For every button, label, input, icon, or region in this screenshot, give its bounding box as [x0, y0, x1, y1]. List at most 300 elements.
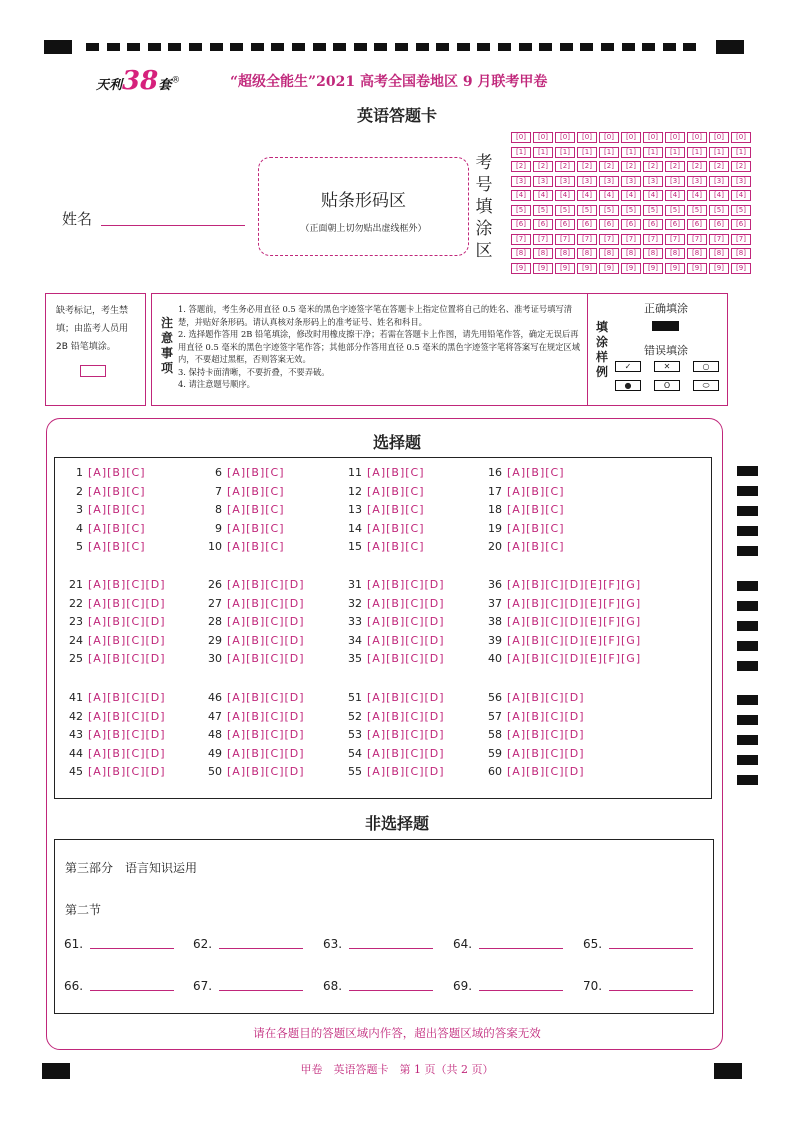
- choice-section-title: 选择题: [372, 433, 421, 452]
- question-number: 20: [488, 540, 502, 554]
- question-6: [198, 466, 285, 479]
- top-left-corner-mark: [44, 40, 72, 54]
- exam-number-cell[interactable]: [2]: [643, 161, 663, 172]
- exam-number-cell[interactable]: [8]: [665, 248, 685, 259]
- exam-number-cell[interactable]: [0]: [577, 132, 597, 143]
- exam-number-cell[interactable]: [4]: [621, 190, 641, 201]
- answer-options[interactable]: [A][B][C]: [367, 503, 425, 517]
- question-54: [338, 747, 445, 760]
- exam-number-cell[interactable]: [6]: [709, 219, 729, 230]
- side-timing-mark: [737, 641, 758, 651]
- exam-number-cell[interactable]: [7]: [621, 234, 641, 245]
- exam-number-cell[interactable]: [7]: [577, 234, 597, 245]
- exam-number-cell[interactable]: [5]: [577, 205, 597, 216]
- question-number: 24: [69, 633, 83, 647]
- exam-number-cell[interactable]: [7]: [665, 234, 685, 245]
- answer-options[interactable]: [A][B][C]: [227, 540, 285, 554]
- answer-options[interactable]: [A][B][C][D]: [227, 691, 305, 704]
- exam-number-cell[interactable]: [4]: [577, 190, 597, 201]
- answer-options[interactable]: [A][B][C]: [367, 466, 425, 479]
- exam-number-cell[interactable]: [4]: [643, 190, 663, 201]
- answer-options[interactable]: [A][B][C][D]: [507, 746, 585, 760]
- question-12: [338, 485, 425, 498]
- exam-number-cell[interactable]: [3]: [511, 176, 531, 187]
- name-input-line[interactable]: [101, 225, 245, 226]
- answer-options[interactable]: [A][B][C][D]: [227, 709, 305, 723]
- question-number: 1: [76, 466, 83, 479]
- exam-number-cell[interactable]: [3]: [599, 176, 619, 187]
- question-number: 27: [208, 596, 222, 610]
- side-timing-mark: [737, 755, 758, 765]
- answer-options[interactable]: [A][B][C][D][E][F][G]: [507, 652, 642, 666]
- exam-number-cell[interactable]: [1]: [643, 147, 663, 158]
- exam-number-cell[interactable]: [9]: [709, 263, 729, 274]
- timing-dash: [395, 43, 408, 51]
- exam-number-cell[interactable]: [7]: [643, 234, 663, 245]
- exam-number-cell[interactable]: [3]: [621, 176, 641, 187]
- question-number: 30: [208, 652, 222, 666]
- question-60: [478, 765, 585, 778]
- answer-options[interactable]: [A][B][C]: [367, 540, 425, 554]
- blank-line[interactable]: [349, 990, 433, 991]
- blank-number: 69.: [453, 979, 473, 993]
- exam-number-cell[interactable]: [9]: [687, 263, 707, 274]
- exam-number-cell[interactable]: [8]: [533, 248, 553, 259]
- wrong-fill-o: O: [654, 380, 680, 391]
- exam-number-cell[interactable]: [5]: [621, 205, 641, 216]
- exam-number-cell[interactable]: [9]: [731, 263, 751, 274]
- question-42: [59, 710, 166, 723]
- answer-options[interactable]: [A][B][C][D]: [507, 709, 585, 723]
- exam-number-cell[interactable]: [2]: [577, 161, 597, 172]
- question-number: 49: [208, 746, 222, 760]
- exam-number-cell[interactable]: [8]: [555, 248, 575, 259]
- question-50: [198, 765, 305, 778]
- answer-options[interactable]: [A][B][C]: [367, 484, 425, 498]
- exam-number-cell[interactable]: [2]: [555, 161, 575, 172]
- notes-divider: [587, 294, 588, 405]
- answer-options[interactable]: [A][B][C][D]: [507, 691, 585, 704]
- exam-number-cell[interactable]: [5]: [709, 205, 729, 216]
- exam-number-cell[interactable]: [1]: [665, 147, 685, 158]
- exam-number-cell[interactable]: [8]: [511, 248, 531, 259]
- answer-options[interactable]: [A][B][C][D]: [227, 728, 305, 742]
- answer-options[interactable]: [A][B][C][D]: [88, 615, 166, 629]
- answer-blank: [453, 937, 563, 951]
- answer-options[interactable]: [A][B][C][D]: [227, 633, 305, 647]
- exam-number-cell[interactable]: [1]: [621, 147, 641, 158]
- question-number: 37: [488, 596, 502, 610]
- blank-line[interactable]: [479, 990, 563, 991]
- brand-logo: [96, 66, 182, 98]
- answer-options[interactable]: [A][B][C][D]: [88, 765, 166, 779]
- exam-number-cell[interactable]: [3]: [577, 176, 597, 187]
- question-5: [59, 540, 146, 553]
- nonchoice-section-title: 非选择题: [364, 814, 429, 833]
- answer-options[interactable]: [A][B][C][D]: [227, 765, 305, 779]
- side-timing-mark: [737, 715, 758, 725]
- absent-mark-cell[interactable]: [80, 365, 106, 377]
- blank-number: 64.: [453, 937, 473, 951]
- question-43: [59, 728, 166, 741]
- exam-number-cell[interactable]: [1]: [511, 147, 531, 158]
- question-14: [338, 522, 425, 535]
- question-39: [478, 634, 641, 647]
- question-number: 59: [488, 746, 502, 760]
- answer-options[interactable]: [A][B][C][D]: [367, 578, 445, 591]
- exam-number-cell[interactable]: [8]: [687, 248, 707, 259]
- answer-options[interactable]: [A][B][C][D][E][F][G]: [507, 578, 642, 591]
- exam-number-cell[interactable]: [3]: [731, 176, 751, 187]
- exam-number-cell[interactable]: [9]: [511, 263, 531, 274]
- blank-line[interactable]: [90, 990, 174, 991]
- fill-example-heading-char: 例: [595, 365, 608, 379]
- exam-number-cell[interactable]: [0]: [511, 132, 531, 143]
- answer-blank: [193, 937, 303, 951]
- exam-number-cell[interactable]: [3]: [687, 176, 707, 187]
- exam-number-cell[interactable]: [2]: [709, 161, 729, 172]
- exam-number-cell[interactable]: [1]: [599, 147, 619, 158]
- answer-options[interactable]: [A][B][C]: [88, 503, 146, 517]
- exam-number-cell[interactable]: [3]: [555, 176, 575, 187]
- answer-options[interactable]: [A][B][C][D]: [367, 596, 445, 610]
- exam-number-cell[interactable]: [1]: [577, 147, 597, 158]
- question-47: [198, 710, 305, 723]
- timing-dash: [580, 43, 593, 51]
- timing-dash: [354, 43, 367, 51]
- timing-dash: [251, 43, 264, 51]
- exam-number-cell[interactable]: [2]: [621, 161, 641, 172]
- answer-options[interactable]: [A][B][C]: [507, 540, 565, 554]
- answer-options[interactable]: [A][B][C][D]: [88, 633, 166, 647]
- exam-number-cell[interactable]: [8]: [709, 248, 729, 259]
- question-number: 32: [348, 596, 362, 610]
- exam-number-cell[interactable]: [4]: [533, 190, 553, 201]
- exam-number-cell[interactable]: [9]: [533, 263, 553, 274]
- exam-number-cell[interactable]: [4]: [731, 190, 751, 201]
- exam-number-cell[interactable]: [7]: [709, 234, 729, 245]
- question-13: [338, 503, 425, 516]
- card-title: 英语答题卡: [356, 106, 437, 125]
- correct-fill-example: [652, 321, 679, 331]
- blank-line[interactable]: [90, 948, 174, 949]
- exam-number-cell[interactable]: [0]: [555, 132, 575, 143]
- side-timing-mark: [737, 601, 758, 611]
- exam-number-row: [511, 190, 753, 201]
- question-number: 38: [488, 615, 502, 629]
- exam-number-cell[interactable]: [3]: [709, 176, 729, 187]
- answer-options[interactable]: [A][B][C]: [367, 521, 425, 535]
- question-49: [198, 747, 305, 760]
- exam-number-cell[interactable]: [0]: [709, 132, 729, 143]
- exam-number-cell[interactable]: [5]: [599, 205, 619, 216]
- wrong-fill-dot: ●: [615, 380, 641, 391]
- answer-options[interactable]: [A][B][C]: [88, 540, 146, 554]
- answer-options[interactable]: [A][B][C]: [507, 503, 565, 517]
- exam-number-cell[interactable]: [5]: [511, 205, 531, 216]
- exam-number-cell[interactable]: [5]: [687, 205, 707, 216]
- answer-options[interactable]: [A][B][C]: [88, 521, 146, 535]
- exam-number-cell[interactable]: [0]: [533, 132, 553, 143]
- exam-number-cell[interactable]: [7]: [511, 234, 531, 245]
- answer-options[interactable]: [A][B][C][D]: [227, 615, 305, 629]
- exam-number-cell[interactable]: [0]: [731, 132, 751, 143]
- top-timing-marks: [44, 40, 744, 54]
- answer-blank: [453, 979, 563, 993]
- question-number: 46: [208, 691, 222, 704]
- question-number: 40: [488, 652, 502, 666]
- exam-number-cell[interactable]: [0]: [643, 132, 663, 143]
- exam-number-cell[interactable]: [0]: [599, 132, 619, 143]
- side-timing-mark: [737, 775, 758, 785]
- question-number: 52: [348, 709, 362, 723]
- wrong-fill-cross: ✕: [654, 361, 680, 372]
- answer-options[interactable]: [A][B][C]: [227, 503, 285, 517]
- timing-dash: [457, 43, 470, 51]
- blank-line[interactable]: [479, 948, 563, 949]
- exam-number-cell[interactable]: [8]: [643, 248, 663, 259]
- blank-number: 66.: [64, 979, 84, 993]
- answer-options[interactable]: [A][B][C][D]: [227, 578, 305, 591]
- answer-options[interactable]: [A][B][C][D][E][F][G]: [507, 633, 642, 647]
- exam-number-cell[interactable]: [3]: [665, 176, 685, 187]
- answer-options[interactable]: [A][B][C][D]: [88, 652, 166, 666]
- question-38: [478, 615, 641, 628]
- exam-number-row: [511, 147, 753, 158]
- question-20: [478, 540, 565, 553]
- exam-number-cell[interactable]: [9]: [599, 263, 619, 274]
- answer-options[interactable]: [A][B][C]: [507, 484, 565, 498]
- exam-number-cell[interactable]: [9]: [621, 263, 641, 274]
- question-number: 35: [348, 652, 362, 666]
- notes-list: [178, 303, 584, 391]
- exam-number-cell[interactable]: [5]: [731, 205, 751, 216]
- top-right-corner-mark: [716, 40, 744, 54]
- exam-number-cell[interactable]: [6]: [643, 219, 663, 230]
- question-9: [198, 522, 285, 535]
- exam-number-cell[interactable]: [2]: [511, 161, 531, 172]
- part-title: 第三部分 语言知识运用: [65, 861, 198, 875]
- answer-options[interactable]: [A][B][C][D]: [88, 709, 166, 723]
- answer-options[interactable]: [A][B][C]: [507, 521, 565, 535]
- exam-number-cell[interactable]: [1]: [533, 147, 553, 158]
- question-25: [59, 652, 166, 665]
- timing-dash: [271, 43, 284, 51]
- exam-number-cell[interactable]: [6]: [665, 219, 685, 230]
- answer-options[interactable]: [A][B][C][D]: [367, 728, 445, 742]
- question-number: 55: [348, 765, 362, 779]
- exam-number-cell[interactable]: [2]: [731, 161, 751, 172]
- answer-options[interactable]: [A][B][C][D]: [367, 615, 445, 629]
- answer-options[interactable]: [A][B][C][D]: [367, 633, 445, 647]
- exam-number-cell[interactable]: [8]: [577, 248, 597, 259]
- question-number: 8: [215, 503, 222, 517]
- exam-number-cell[interactable]: [7]: [555, 234, 575, 245]
- exam-number-cell[interactable]: [2]: [665, 161, 685, 172]
- wrong-fill-check: ✓: [615, 361, 641, 372]
- timing-dash: [210, 43, 223, 51]
- exam-number-row: [511, 248, 753, 259]
- exam-number-cell[interactable]: [6]: [511, 219, 531, 230]
- question-24: [59, 634, 166, 647]
- question-21: [59, 578, 166, 591]
- question-number: 31: [348, 578, 362, 591]
- exam-number-cell[interactable]: [6]: [577, 219, 597, 230]
- blank-line[interactable]: [609, 948, 693, 949]
- question-number: 6: [215, 466, 222, 479]
- exam-number-cell[interactable]: [9]: [555, 263, 575, 274]
- exam-number-cell[interactable]: [5]: [533, 205, 553, 216]
- blank-line[interactable]: [219, 948, 303, 949]
- exam-number-cell[interactable]: [3]: [643, 176, 663, 187]
- question-number: 12: [348, 484, 362, 498]
- exam-number-cell[interactable]: [2]: [599, 161, 619, 172]
- exam-number-cell[interactable]: [4]: [687, 190, 707, 201]
- question-number: 9: [215, 521, 222, 535]
- question-26: [198, 578, 305, 591]
- question-19: [478, 522, 565, 535]
- exam-number-cell[interactable]: [6]: [731, 219, 751, 230]
- timing-dash: [189, 43, 202, 51]
- exam-number-cell[interactable]: [9]: [577, 263, 597, 274]
- exam-number-cell[interactable]: [4]: [709, 190, 729, 201]
- timing-dash: [601, 43, 614, 51]
- logo-text-1: 天利: [96, 78, 123, 93]
- exam-number-cell[interactable]: [5]: [643, 205, 663, 216]
- exam-number-cell[interactable]: [5]: [555, 205, 575, 216]
- question-number: 41: [69, 691, 83, 704]
- exam-number-cell[interactable]: [2]: [687, 161, 707, 172]
- exam-number-cell[interactable]: [7]: [533, 234, 553, 245]
- question-number: 53: [348, 728, 362, 742]
- answer-options[interactable]: [A][B][C][D]: [88, 578, 166, 591]
- wrong-fill-circle: ○: [693, 361, 719, 372]
- exam-number-cell[interactable]: [6]: [533, 219, 553, 230]
- answer-options[interactable]: [A][B][C][D]: [367, 709, 445, 723]
- exam-number-cell[interactable]: [1]: [709, 147, 729, 158]
- page-footer: 甲卷 英语答题卡 第 1 页（共 2 页）: [300, 1063, 494, 1076]
- blank-number: 62.: [193, 937, 213, 951]
- exam-number-cell[interactable]: [1]: [687, 147, 707, 158]
- exam-number-cell[interactable]: [9]: [643, 263, 663, 274]
- exam-number-cell[interactable]: [2]: [533, 161, 553, 172]
- question-number: 28: [208, 615, 222, 629]
- answer-options[interactable]: [A][B][C][D]: [227, 596, 305, 610]
- exam-number-cell[interactable]: [1]: [731, 147, 751, 158]
- exam-number-cell[interactable]: [4]: [665, 190, 685, 201]
- answer-options[interactable]: [A][B][C][D]: [88, 728, 166, 742]
- answer-options[interactable]: [A][B][C][D]: [227, 746, 305, 760]
- exam-number-cell[interactable]: [9]: [665, 263, 685, 274]
- answer-options[interactable]: [A][B][C][D]: [88, 596, 166, 610]
- blank-line[interactable]: [349, 948, 433, 949]
- answer-options[interactable]: [A][B][C][D]: [507, 728, 585, 742]
- question-number: 39: [488, 633, 502, 647]
- exam-number-cell[interactable]: [0]: [665, 132, 685, 143]
- timing-dash: [683, 43, 696, 51]
- exam-number-cell[interactable]: [1]: [555, 147, 575, 158]
- answer-blank: [583, 979, 693, 993]
- answer-options[interactable]: [A][B][C][D]: [227, 652, 305, 666]
- exam-number-cell[interactable]: [7]: [599, 234, 619, 245]
- answer-options[interactable]: [A][B][C][D]: [367, 691, 445, 704]
- exam-number-cell[interactable]: [8]: [731, 248, 751, 259]
- exam-number-cell[interactable]: [5]: [665, 205, 685, 216]
- exam-number-cell[interactable]: [6]: [621, 219, 641, 230]
- question-59: [478, 747, 585, 760]
- question-number: 51: [348, 691, 362, 704]
- question-number: 23: [69, 615, 83, 629]
- question-17: [478, 485, 565, 498]
- answer-area-warning: 请在各题目的答题区域内作答，超出答题区域的答案无效: [253, 1026, 541, 1040]
- notes-item: 1. 答题前，考生务必用直径 0.5 毫米的黑色字迹签字笔在答题卡上指定位置将自己的姓名、准考证号填写清楚，并贴好条形码。请认真核对条形码上的准考证号、姓名和科目。: [178, 304, 573, 327]
- question-number: 3: [76, 503, 83, 517]
- answer-options[interactable]: [A][B][C][D]: [367, 652, 445, 666]
- question-55: [338, 765, 445, 778]
- fill-example-heading-char: 样: [595, 350, 608, 364]
- timing-dash: [148, 43, 161, 51]
- blank-number: 70.: [583, 979, 603, 993]
- answer-options[interactable]: [A][B][C][D]: [367, 746, 445, 760]
- exam-number-cell[interactable]: [0]: [687, 132, 707, 143]
- exam-number-cell[interactable]: [8]: [621, 248, 641, 259]
- exam-number-grid: [511, 132, 753, 277]
- answer-options[interactable]: [A][B][C]: [88, 466, 146, 479]
- question-35: [338, 652, 445, 665]
- exam-number-cell[interactable]: [4]: [599, 190, 619, 201]
- answer-options[interactable]: [A][B][C][D][E][F][G]: [507, 596, 642, 610]
- side-timing-mark: [737, 621, 758, 631]
- answer-options[interactable]: [A][B][C]: [507, 466, 565, 479]
- timing-dash: [333, 43, 346, 51]
- exam-number-cell[interactable]: [4]: [511, 190, 531, 201]
- question-37: [478, 597, 641, 610]
- answer-options[interactable]: [A][B][C]: [88, 484, 146, 498]
- notes-heading-char: 注: [160, 316, 173, 330]
- question-number: 10: [208, 540, 222, 554]
- question-57: [478, 710, 585, 723]
- exam-number-cell[interactable]: [6]: [599, 219, 619, 230]
- blank-line[interactable]: [219, 990, 303, 991]
- question-number: 17: [488, 484, 502, 498]
- answer-options[interactable]: [A][B][C]: [227, 521, 285, 535]
- exam-number-cell[interactable]: [4]: [555, 190, 575, 201]
- notes-heading-char: 意: [160, 331, 173, 345]
- answer-options[interactable]: [A][B][C][D]: [507, 765, 585, 779]
- exam-number-cell[interactable]: [8]: [599, 248, 619, 259]
- question-number: 14: [348, 521, 362, 535]
- exam-number-cell[interactable]: [3]: [533, 176, 553, 187]
- question-27: [198, 597, 305, 610]
- exam-number-cell[interactable]: [6]: [687, 219, 707, 230]
- exam-number-cell[interactable]: [6]: [555, 219, 575, 230]
- exam-number-cell[interactable]: [7]: [731, 234, 751, 245]
- answer-options[interactable]: [A][B][C][D]: [88, 691, 166, 704]
- answer-options[interactable]: [A][B][C][D][E][F][G]: [507, 615, 642, 629]
- answer-options[interactable]: [A][B][C][D]: [88, 746, 166, 760]
- exam-number-cell[interactable]: [0]: [621, 132, 641, 143]
- exam-number-cell[interactable]: [7]: [687, 234, 707, 245]
- question-number: 45: [69, 765, 83, 779]
- answer-options[interactable]: [A][B][C]: [227, 466, 285, 479]
- answer-options[interactable]: [A][B][C]: [227, 484, 285, 498]
- exam-number-label-char: 区: [475, 241, 493, 261]
- answer-options[interactable]: [A][B][C][D]: [367, 765, 445, 779]
- side-timing-mark: [737, 735, 758, 745]
- barcode-note: （正面朝上切勿贴出虚线框外）: [300, 224, 427, 234]
- blank-line[interactable]: [609, 990, 693, 991]
- logo-text-2: 套: [158, 78, 172, 93]
